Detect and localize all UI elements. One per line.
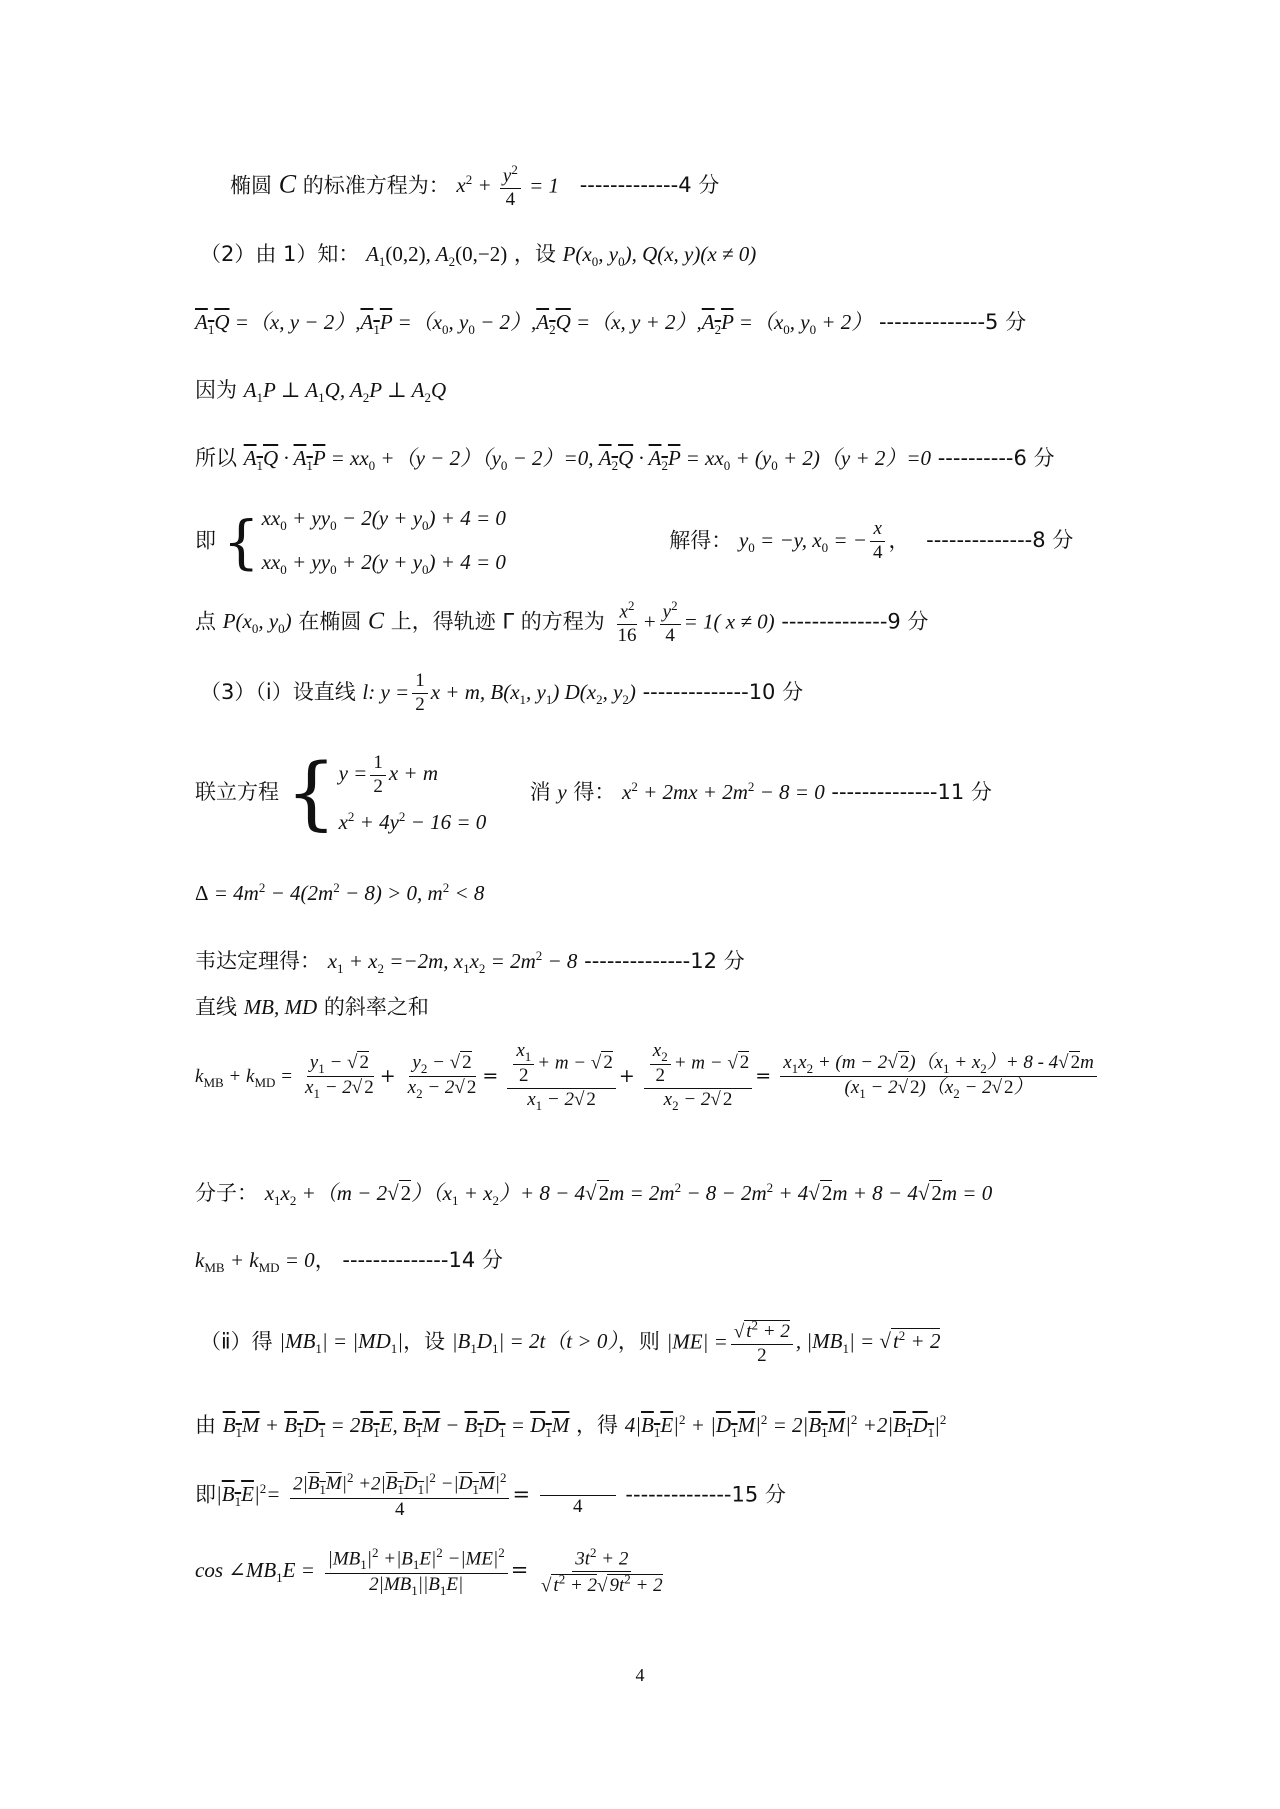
trajectory-line: 点 $P(x_0$, $y_0$) 在椭圆 C 上，得轨迹 Γ 的方程为 $\frac{x^2}{16}$ + $\frac{y^2}{4}$ = 1( x ≠ 0) --------------9 分 — [195, 598, 929, 647]
simultaneous-line: 联立方程 { y = $\frac{1}{2}$ x + m $x^2 + 4y^2 - 16 = 0$ 消 y 得： $x^2 + 2mx + 2m^2 - 8 = 0$ --------------11 分 — [195, 746, 992, 840]
vector-identity-line: 由 $B_1M + B_1D_1 = 2B_1E$, $B_1M - B_1D_1 = D_1M$ ，得 $4|B_1E|^2 + |D_1M|^2 = 2|B_1M|^2 +2|B_1D_1|^2$ — [195, 1412, 947, 1441]
score-8: --------------8 分 — [926, 528, 1074, 553]
slope-zero-line: $k_{MB} + k_{MD} = 0$， --------------14 分 — [195, 1248, 503, 1276]
b1e-squared-line: 即$|B_1E|^2=$ $\frac{2|B_1M|^2 +2|B_1D_1|^2 -|D_1M|^2}{4}$ = 4 --------------15 分 — [195, 1470, 786, 1520]
cosine-line: $\cos \angle MB_1E$ = $\frac{|MB_1|^2 +|B_1E|^2 -|ME|^2}{2|MB_1||B_1E|}$ = $\frac{3t^2 + 2}{√ t^2 + 2√ 9t^2 + 2}$ — [195, 1545, 663, 1598]
score-15: --------------15 分 — [625, 1482, 786, 1507]
numerator-line: 分子： $x_1x_2 +(m - 2√2)(x_1 + x_2)+ 8 - 4√2m = 2m^2 - 8 - 2m^2 + 4√2m + 8 - 4√2m = 0$ — [195, 1180, 993, 1209]
page-number: 4 — [635, 1665, 645, 1685]
part3-line-setup: （3）（ⅰ）设直线 l: y = $\frac{1}{2}$ x + m, $B(x_1$, $y_1$) $D(x_2$, $y_2$) --------------10 分 — [200, 670, 804, 715]
score-10: --------------10 分 — [642, 679, 804, 704]
score-5: --------------5 分 — [878, 310, 1027, 334]
score-14: --------------14 分 — [342, 1248, 503, 1272]
perpendicular-line: 因为 $A_1P$ ⊥ $A_1Q$, $A_2P$ ⊥ $A_2Q$ — [195, 378, 447, 406]
score-9: --------------9 分 — [781, 609, 929, 634]
part2-setup: （2）由 1）知： $A_1(0,2)$, $A_2(0,-2)$ ，设 $P(x_0$, $y_0$), Q(x, y)(x ≠ 0) — [200, 242, 757, 270]
score-6: ----------6 分 — [937, 446, 1055, 470]
slope-sum-heading: 直线 MB, MD 的斜率之和 — [195, 995, 429, 1019]
part-ii-line: （ⅱ）得 $|MB_1| = |MD_1|$，设 $|B_1D_1| = 2t(t > 0)$，则 |ME| = $\frac{√ t^2 + 2}{2}$ , $|MB_1| = √t^2 + 2$ — [200, 1318, 941, 1367]
ellipse-equation-line: 椭圆 C 的标准方程为： $x^2$ + $\frac{y^2}{4}$ = 1 -------------4 分 — [230, 162, 720, 211]
score-11: --------------11 分 — [831, 779, 992, 804]
system-line: 即 { $xx_0 + yy_0 - 2(y + y_0) + 4 = 0$ $xx_0 + yy_0 + 2(y + y_0) + 4 = 0$ 解得： $y_0 = -y$, $x_0$ = − $\frac{x}{4}$ ， --------------8 分 — [195, 506, 1074, 577]
discriminant-line: $\Delta = 4m^2 - 4(2m^2 - 8) > 0$, $m^2 < 8$ — [195, 880, 485, 905]
dot-product-line: 所以 $A_1Q \cdot A_1P = xx_0 +(y - 2)(y_0 - 2)=0$, $A_2Q \cdot A_2P = xx_0 + (y_0 + 2)(y + 2)=0$ ----------6 分 — [195, 446, 1055, 474]
score-4: -------------4 分 — [579, 173, 720, 198]
score-12: --------------12 分 — [584, 949, 745, 973]
vieta-line: 韦达定理得： $x_1 + x_2 =-2m$, $x_1x_2 = 2m^2 - 8$ --------------12 分 — [195, 948, 745, 977]
vectors-line: $A_1Q =(x$, $y - 2),A_1P =(x_0$, $y_0 - 2),A_2Q =(x$, $y + 2),A_2P =(x_0$, $y_0 + 2$） --------------5 分 — [195, 310, 1027, 338]
slope-sum-expression: $k_{MB} + k_{MD}$ = $\frac{y_1 - √ 2}{x_1 - 2√ 2}$ + $\frac{y_2 - √ 2}{x_2 - 2√ 2}$ = $\frac{x_1}{2}$ + m − √ 2 $x_1 - 2√$ 2 + $\frac{x_2}{2}$ + m − √ 2 $x_2 - 2√$ 2 = $\frac{x_1x_2 + (m - 2√ 2)(x_1 + x_2)+ 8 - 4√ 2m}{(x_1 - 2√ 2)(x_2 - 2√ 2)}$ — [195, 1040, 1220, 1114]
